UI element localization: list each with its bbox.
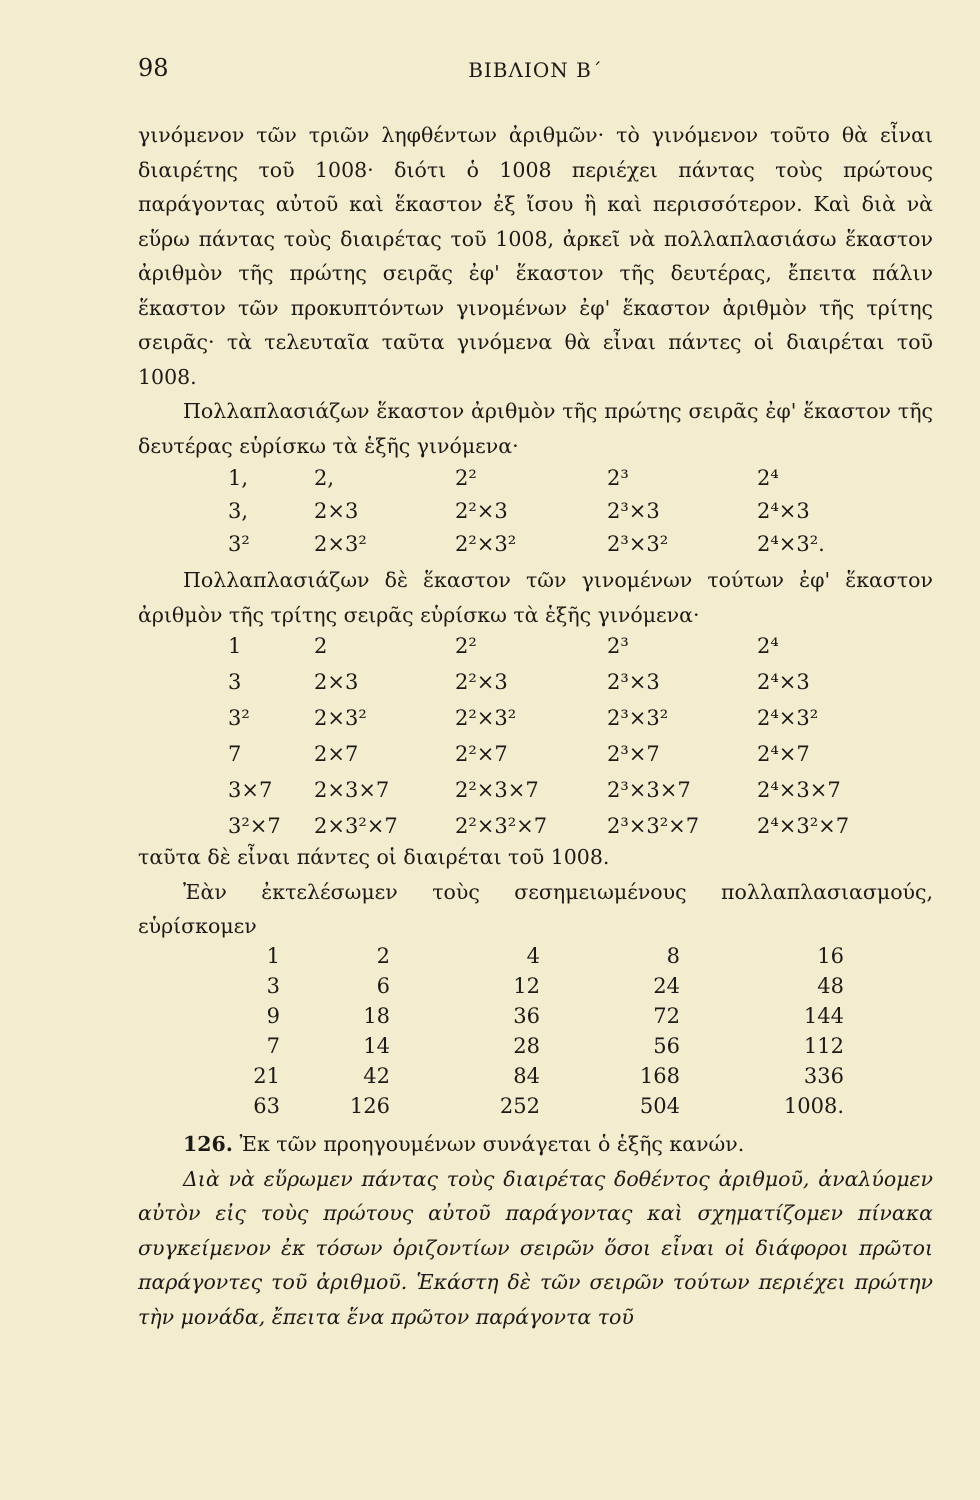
table1-cell: 3,	[228, 499, 249, 523]
table3-cell: 1008.	[783, 1094, 844, 1118]
table3-cell: 504	[639, 1094, 680, 1118]
table2-cell: 2³×3×7	[607, 778, 691, 802]
table2-cell: 2⁴×3²	[757, 706, 819, 730]
table2-cell: 2×7	[314, 742, 359, 766]
table2-row	[0, 778, 980, 810]
paragraph-2: Πολλαπλασιάζων ἕκαστον ἀριθμὸν τῆς πρώτης σειρᾶς ἐφ' ἕκαστον τῆς δευτέρας εὑρίσκω τὰ ἑξῆς γινόμενα·	[138, 399, 933, 458]
table3-cell: 112	[803, 1034, 844, 1058]
table2-cell: 1	[228, 634, 242, 658]
table3-cell: 14	[363, 1034, 390, 1058]
table2-cell: 2²	[455, 634, 477, 658]
table1-cell: 1,	[228, 466, 249, 490]
table3-row	[0, 1064, 980, 1096]
table2-cell: 2×3²	[314, 706, 367, 730]
paragraph-5: Ἐὰν ἐκτελέσωμεν τοὺς σεσημειωμένους πολλαπλασιασμούς, εὑρίσκομεν	[138, 879, 933, 938]
table2-cell: 2×3×7	[314, 778, 390, 802]
section-number: 126.	[183, 1132, 233, 1156]
table2-row	[0, 634, 980, 666]
table3-cell: 7	[266, 1034, 280, 1058]
table3-row	[0, 974, 980, 1006]
table2-row	[0, 706, 980, 738]
paragraph-3-block	[138, 563, 933, 632]
table2-cell: 7	[228, 742, 242, 766]
running-title: ΒΙΒΛΙΟΝ Β΄	[468, 58, 603, 82]
table2-cell: 3²×7	[228, 814, 281, 838]
table2-cell: 2²×3×7	[455, 778, 539, 802]
table2-cell: 3	[228, 670, 242, 694]
table3-cell: 36	[513, 1004, 540, 1028]
table1-cell: 2³×3	[607, 499, 660, 523]
table3-row	[0, 1094, 980, 1126]
table2-row	[0, 742, 980, 774]
paragraph-3: Πολλαπλασιάζων δὲ ἕκαστον τῶν γινομένων τούτων ἐφ' ἕκαστον ἀριθμὸν τῆς τρίτης σειρᾶς εὑρίσκω τὰ ἑξῆς γινόμενα·	[138, 568, 933, 627]
table2-cell: 3²	[228, 706, 250, 730]
table2-cell: 2	[314, 634, 328, 658]
table1-row	[0, 466, 980, 498]
table2-cell: 2³×3²	[607, 706, 669, 730]
page-number: 98	[138, 54, 169, 82]
table3-cell: 28	[513, 1034, 540, 1058]
table2-cell: 2²×7	[455, 742, 508, 766]
table2-cell: 2⁴×7	[757, 742, 810, 766]
table1-cell: 2⁴×3	[757, 499, 810, 523]
table1-cell: 2×3²	[314, 532, 367, 556]
table1-cell: 2²×3	[455, 499, 508, 523]
table2-cell: 2⁴	[757, 634, 779, 658]
table3-cell: 42	[363, 1064, 390, 1088]
table2-cell: 2⁴×3²×7	[757, 814, 850, 838]
rule-section	[138, 1127, 933, 1334]
table3-cell: 24	[653, 974, 680, 998]
table2-cell: 2²×3	[455, 670, 508, 694]
table1-row	[0, 532, 980, 564]
table3-cell: 63	[253, 1094, 280, 1118]
table2-cell: 2×3²×7	[314, 814, 398, 838]
table3-cell: 4	[526, 944, 540, 968]
paragraph-1: γινόμενον τῶν τριῶν ληφθέντων ἀριθμῶν· τὸ γινόμενον τοῦτο θὰ εἶναι διαιρέτης τοῦ 1008· διότι ὁ 1008 περιέχει πάντας τοὺς πρώτους παράγοντας αὐτοῦ καὶ ἕκαστον ἐξ ἴσου ἢ καὶ περισσότερον. Καὶ διὰ νὰ εὕρω πάντας τοὺς διαιρέτας τοῦ 1008, ἀρκεῖ νὰ πολλαπλασιάσω ἕκαστον ἀριθμὸν τῆς πρώτης σειρᾶς ἐφ' ἕκαστον τῆς δευτέρας, ἔπειτα πάλιν ἕκαστον τῶν προκυπτόντων γινομένων ἐφ' ἕκαστον ἀριθμὸν τῆς τρίτης σειρᾶς· τὰ τελευταῖα ταῦτα γινόμενα θὰ εἶναι πάντες οἱ διαιρέται τοῦ 1008.	[138, 123, 933, 389]
table3-cell: 9	[266, 1004, 280, 1028]
table3-cell: 48	[817, 974, 844, 998]
table1-cell: 2³	[607, 466, 629, 490]
table3-cell: 84	[513, 1064, 540, 1088]
table2-cell: 2²×3²	[455, 706, 517, 730]
table1-cell: 2²	[455, 466, 477, 490]
table2-cell: 2×3	[314, 670, 359, 694]
rule-text: Διὰ νὰ εὕρωμεν πάντας τοὺς διαιρέτας δοθέντος ἀριθμοῦ, ἀναλύομεν αὐτὸν εἰς τοὺς πρώτους αὐτοῦ παράγοντας καὶ σχηματίζομεν πίνακα συγκείμενον ἐκ τόσων ὁριζοντίων σειρῶν ὅσοι εἶναι οἱ διάφοροι πρῶτοι παράγοντες τοῦ ἀριθμοῦ. Ἑκάστη δὲ τῶν σειρῶν τούτων περιέχει πρώτην τὴν μονάδα, ἔπειτα ἕνα πρῶτον παράγοντα τοῦ	[138, 1166, 933, 1329]
table3-cell: 1	[266, 944, 280, 968]
table3-cell: 12	[513, 974, 540, 998]
table3-cell: 72	[653, 1004, 680, 1028]
table2-cell: 2³	[607, 634, 629, 658]
table2-cell: 3×7	[228, 778, 273, 802]
table3-cell: 126	[349, 1094, 390, 1118]
table1-cell: 2³×3²	[607, 532, 669, 556]
table3-cell: 6	[376, 974, 390, 998]
table1-cell: 2⁴×3².	[757, 532, 825, 556]
table3-cell: 3	[266, 974, 280, 998]
table3-cell: 144	[803, 1004, 844, 1028]
table3-cell: 8	[666, 944, 680, 968]
table3-cell: 56	[653, 1034, 680, 1058]
table1-cell: 2×3	[314, 499, 359, 523]
table3-cell: 336	[803, 1064, 844, 1088]
table2-cell: 2⁴×3	[757, 670, 810, 694]
table2-row	[0, 670, 980, 702]
table3-cell: 21	[253, 1064, 280, 1088]
paragraph-4: ταῦτα δὲ εἶναι πάντες οἱ διαιρέται τοῦ 1008.	[138, 845, 610, 869]
table2-cell: 2²×3²×7	[455, 814, 548, 838]
table1-cell: 2,	[314, 466, 335, 490]
table3-cell: 18	[363, 1004, 390, 1028]
paragraph-1-block	[138, 118, 933, 463]
table1-cell: 2²×3²	[455, 532, 517, 556]
table2-cell: 2³×3	[607, 670, 660, 694]
table1-row	[0, 499, 980, 531]
table3-cell: 16	[817, 944, 844, 968]
table1-cell: 2⁴	[757, 466, 779, 490]
table3-row	[0, 944, 980, 976]
page-header	[138, 54, 933, 94]
table3-cell: 168	[639, 1064, 680, 1088]
table3-row	[0, 1004, 980, 1036]
table2-cell: 2³×7	[607, 742, 660, 766]
table3-cell: 252	[499, 1094, 540, 1118]
section-text: Ἐκ τῶν προηγουμένων συνάγεται ὁ ἑξῆς κανών.	[239, 1132, 745, 1156]
table3-cell: 2	[376, 944, 390, 968]
table2-cell: 2³×3²×7	[607, 814, 700, 838]
table1-cell: 3²	[228, 532, 250, 556]
section-heading	[138, 1127, 933, 1162]
paragraph-4-block	[138, 840, 933, 944]
table2-cell: 2⁴×3×7	[757, 778, 841, 802]
table3-row	[0, 1034, 980, 1066]
